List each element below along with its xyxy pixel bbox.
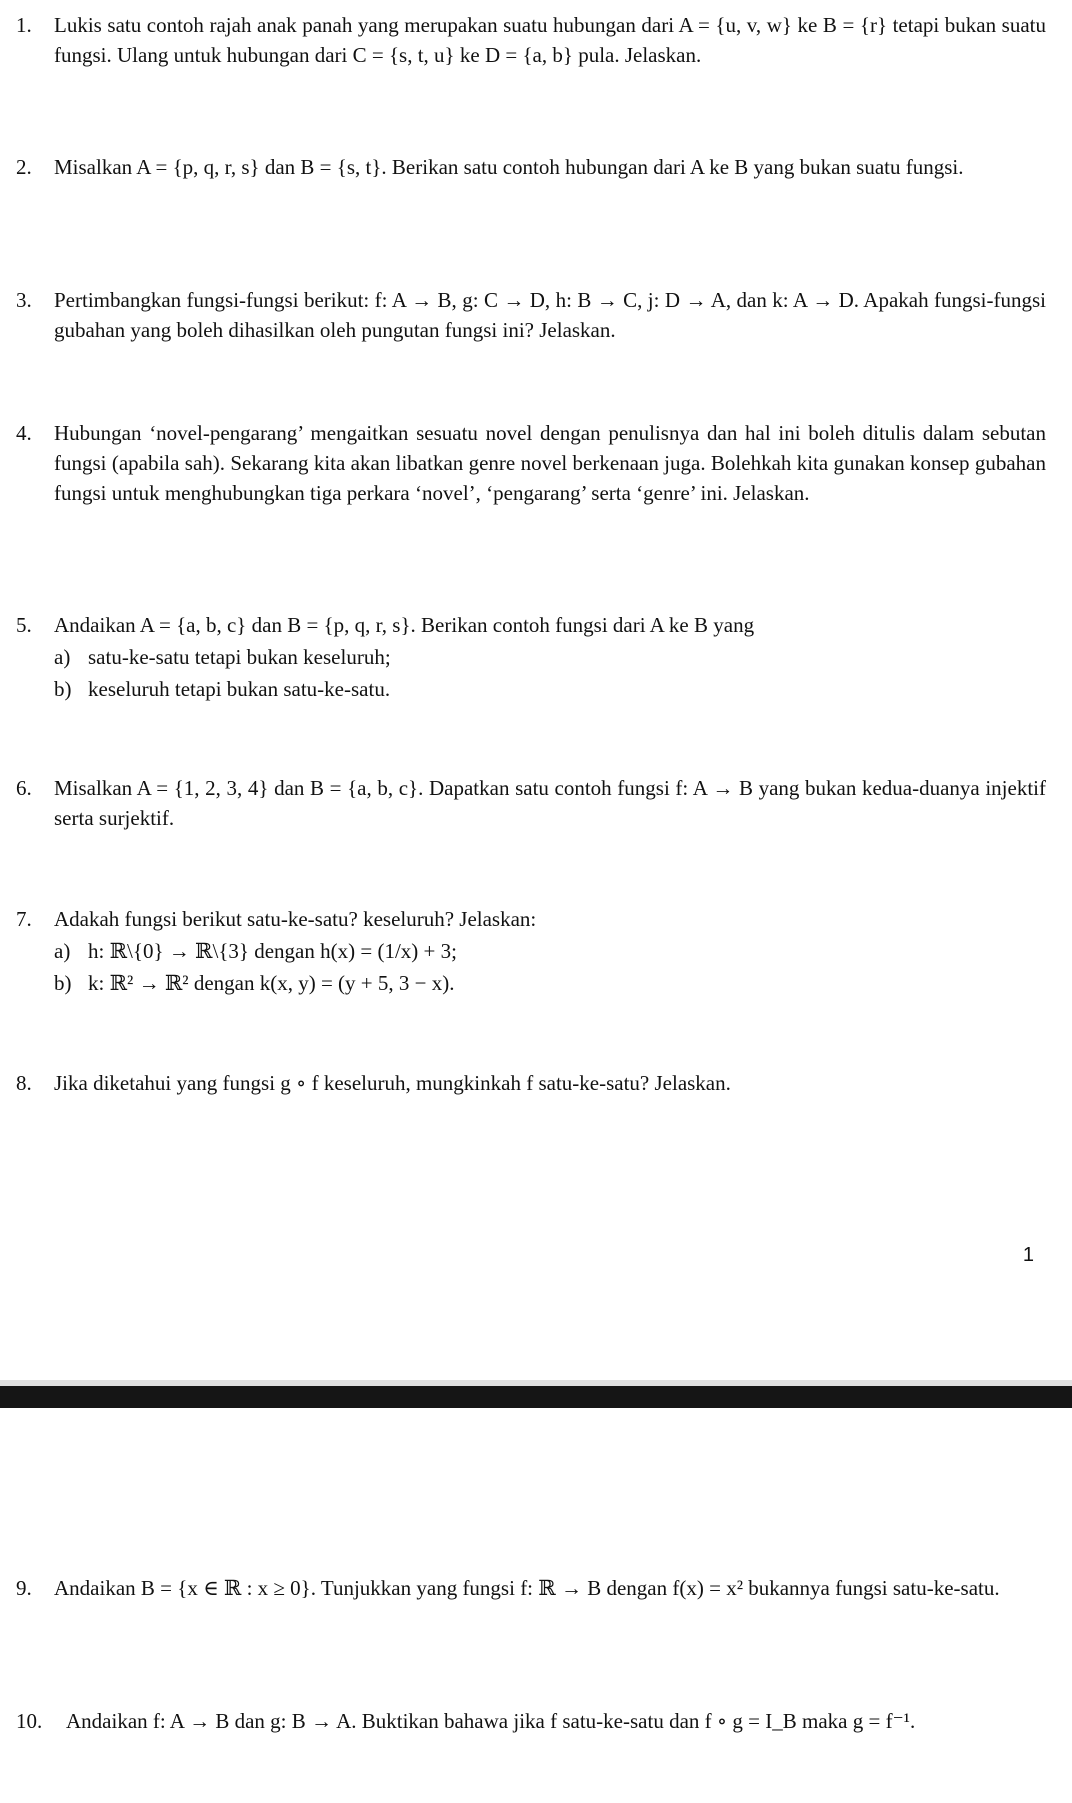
question-10: [16, 1706, 1046, 1736]
question-1: [16, 10, 1046, 70]
part-label: b): [54, 971, 72, 995]
question-text: Andaikan B = {x ∈ ℝ : x ≥ 0}. Tunjukkan yang fungsi f: ℝ → B dengan f(x) = x² bukannya fungsi satu-ke-satu.: [54, 1576, 1000, 1600]
part-text: k: ℝ² → ℝ² dengan k(x, y) = (y + 5, 3 − x).: [88, 971, 455, 995]
page-break-bar: [0, 1386, 1072, 1408]
question-body: [54, 610, 1046, 704]
question-body: [54, 904, 1046, 998]
question-number: 8.: [16, 1071, 32, 1095]
question-3: [16, 285, 1046, 345]
question-9: [16, 1573, 1046, 1603]
question-part-b: [54, 968, 1046, 998]
question-6: [16, 773, 1046, 833]
question-number: 6.: [16, 776, 32, 800]
question-number: 5.: [16, 613, 32, 637]
question-text: Jika diketahui yang fungsi g ∘ f keseluruh, mungkinkah f satu-ke-satu? Jelaskan.: [54, 1071, 731, 1095]
part-label: a): [54, 939, 71, 963]
part-text: keseluruh tetapi bukan satu-ke-satu.: [88, 677, 391, 701]
question-number: 10.: [16, 1709, 43, 1733]
question-number: 4.: [16, 421, 32, 445]
question-7: [16, 904, 1046, 998]
question-5: [16, 610, 1046, 704]
question-text: Andaikan A = {a, b, c} dan B = {p, q, r, s}. Berikan contoh fungsi dari A ke B yang: [54, 613, 755, 637]
part-text: h: ℝ\{0} → ℝ\{3} dengan h(x) = (1/x) + 3;: [88, 939, 457, 963]
question-text: Adakah fungsi berikut satu-ke-satu? keseluruh? Jelaskan:: [54, 907, 537, 931]
question-8: [16, 1068, 1046, 1098]
question-part-b: [54, 674, 1046, 704]
question-number: 9.: [16, 1576, 32, 1600]
question-number: 2.: [16, 155, 32, 179]
question-number: 3.: [16, 288, 32, 312]
question-4: [16, 418, 1046, 508]
question-text: Misalkan A = {p, q, r, s} dan B = {s, t}. Berikan satu contoh hubungan dari A ke B yang bukan suatu fungsi.: [54, 155, 964, 179]
question-number: 1.: [16, 13, 32, 37]
question-text: Lukis satu contoh rajah anak panah yang merupakan suatu hubungan dari A = {u, v, w} ke B = {r} tetapi bukan suatu fungsi. Ulang untuk hubungan dari C = {s, t, u} ke D = {a, b} pula. Jelaskan.: [54, 13, 1046, 67]
question-part-a: [54, 936, 1046, 966]
page-number: 1: [1022, 1244, 1034, 1266]
question-part-a: [54, 642, 1046, 672]
part-text: satu-ke-satu tetapi bukan keseluruh;: [88, 645, 391, 669]
question-text: Andaikan f: A → B dan g: B → A. Buktikan bahawa jika f satu-ke-satu dan f ∘ g = I_B maka g = f⁻¹.: [66, 1709, 916, 1733]
question-text: Misalkan A = {1, 2, 3, 4} dan B = {a, b, c}. Dapatkan satu contoh fungsi f: A → B yang bukan kedua-duanya injektif serta surjektif.: [54, 776, 1046, 830]
question-text: Hubungan ‘novel-pengarang’ mengaitkan sesuatu novel dengan penulisnya dan hal ini boleh ditulis dalam sebutan fungsi (apabila sah). Sekarang kita akan libatkan genre novel berkenaan juga. Bolehkah kita gunakan konsep gubahan fungsi untuk menghubungkan tiga perkara ‘novel’, ‘pengarang’ serta ‘genre’ ini. Jelaskan.: [54, 421, 1046, 505]
question-2: [16, 152, 1046, 182]
question-number: 7.: [16, 907, 32, 931]
part-label: a): [54, 645, 71, 669]
part-label: b): [54, 677, 72, 701]
question-text: Pertimbangkan fungsi-fungsi berikut: f: A → B, g: C → D, h: B → C, j: D → A, dan k: A → D. Apakah fungsi-fungsi gubahan yang boleh dihasilkan oleh pungutan fungsi ini? Jelaskan.: [54, 288, 1046, 342]
